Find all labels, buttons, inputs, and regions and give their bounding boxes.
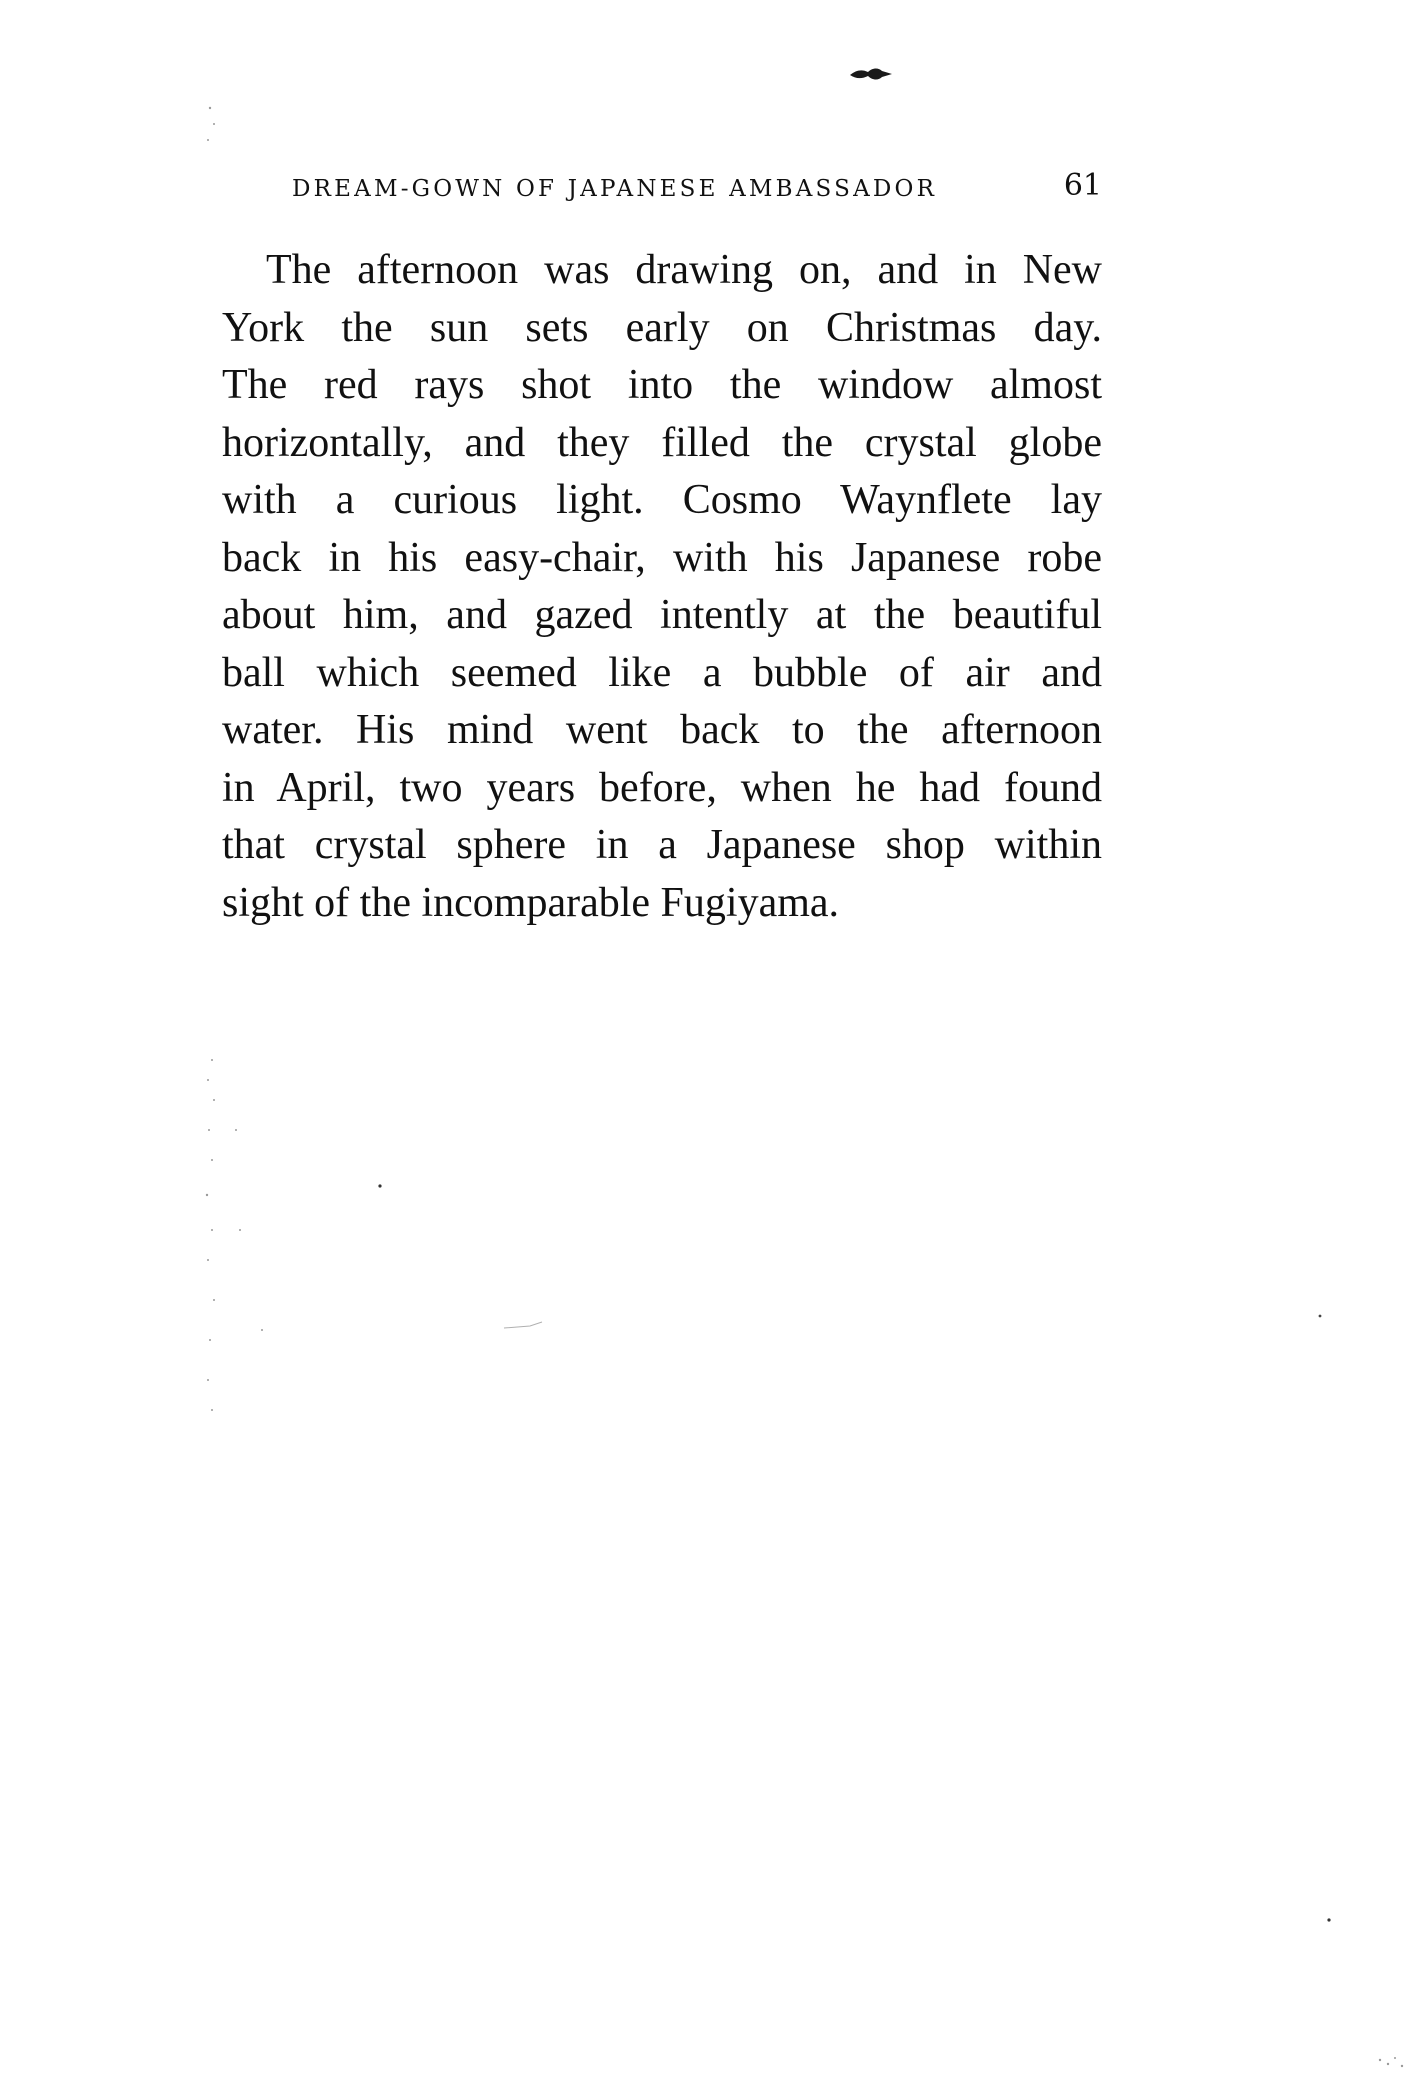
text-line: water. His mind went back to the afternoon — [222, 707, 1102, 753]
text-line: in April, two years before, when he had found — [222, 764, 1102, 811]
text-line: that crystal sphere in a Japanese shop within — [222, 822, 1102, 868]
text-line: ball which seemed like a bubble of air and — [222, 649, 1102, 696]
body-paragraph — [222, 242, 1102, 932]
text-line: back in his easy-chair, with his Japanese robe — [222, 534, 1102, 581]
text-line: horizontally, and they filled the crystal globe — [222, 419, 1102, 466]
text-line: The afternoon was drawing on, and in New — [266, 247, 1102, 293]
text-line: sight of the incomparable Fugiyama. — [222, 879, 840, 926]
text-line: The red rays shot into the window almost — [222, 362, 1102, 408]
running-head — [292, 168, 1102, 208]
page-number: 61 — [1063, 168, 1102, 203]
running-head-title: DREAM-GOWN OF JAPANESE AMBASSADOR — [292, 176, 938, 202]
text-line: York the sun sets early on Christmas day. — [222, 304, 1102, 351]
text-line: with a curious light. Cosmo Waynflete lay — [222, 477, 1102, 523]
text-line: about him, and gazed intently at the beautiful — [222, 592, 1102, 638]
printers-ornament-icon — [848, 66, 894, 82]
